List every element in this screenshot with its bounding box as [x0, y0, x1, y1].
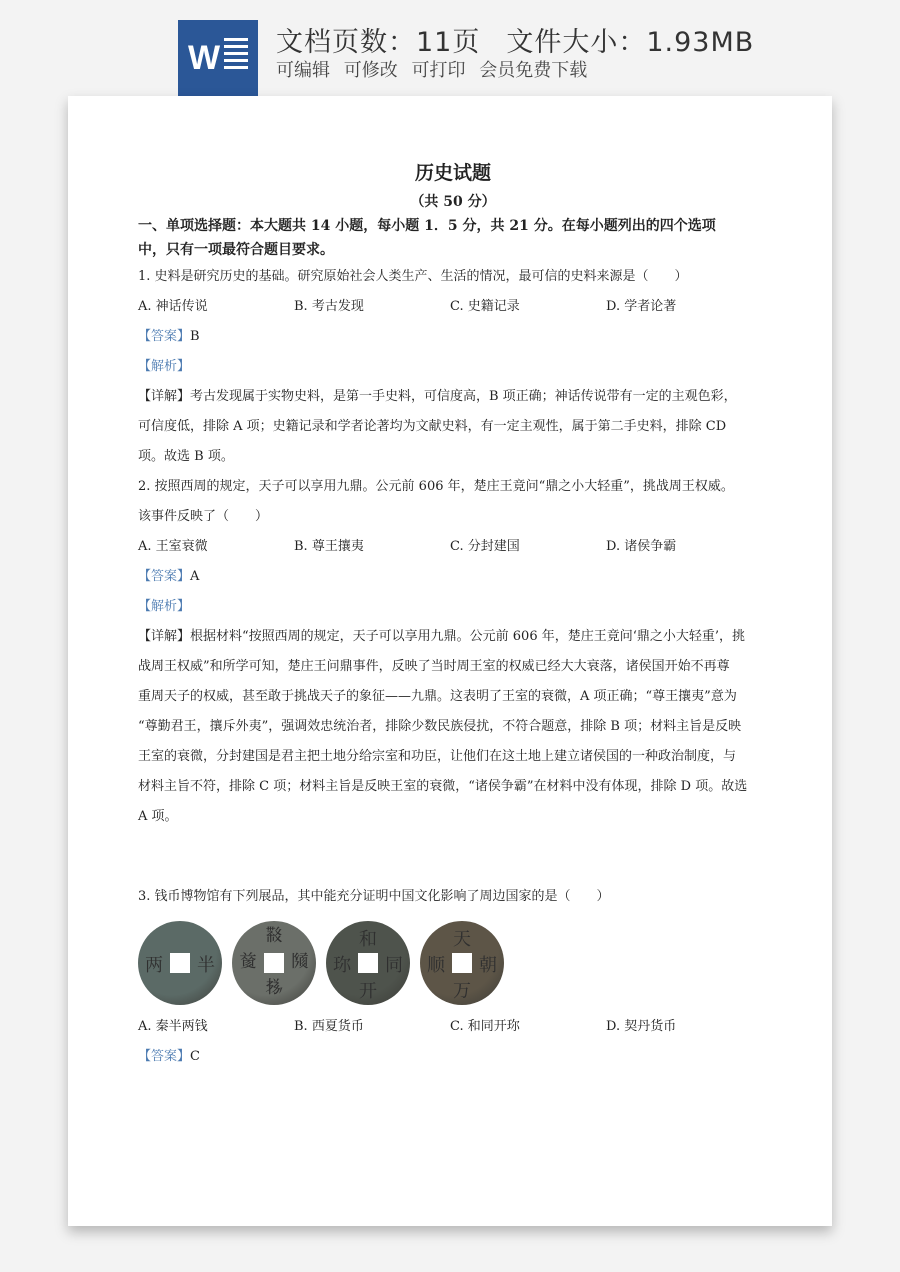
question-1-options — [138, 292, 768, 322]
question-2-options — [138, 532, 768, 562]
option-c: C. 分封建国 — [450, 539, 520, 554]
question-1-answer: 【答案】B — [138, 329, 200, 344]
option-c: C. 史籍记录 — [450, 299, 520, 314]
option-a: A. 王室衰微 — [138, 539, 208, 554]
question-2-stem: 2. 按照西周的规定，天子可以享用九鼎。公元前 606 年，楚庄王竟问“鼎之小大轻重”，挑战周王权威。 该事件反映了（ ） — [138, 479, 734, 524]
option-a: A. 神话传说 — [138, 299, 208, 314]
document-title: 历史试题 — [414, 162, 491, 184]
word-letter: W — [188, 39, 221, 77]
file-info — [276, 20, 754, 59]
coin-qin-banliang: 两 半 — [138, 921, 222, 1005]
question-1-detail: 【详解】考古发现属于实物史料，是第一手史料，可信度高，B 项正确；神话传说带有一定的主观色彩， 可信度低，排除 A 项；史籍记录和学者论著均为文献史料，有一定主观性，属于第二手史料，排除 CD 项。故选 B 项。 — [138, 389, 737, 464]
option-b: B. 西夏货币 — [294, 1019, 364, 1034]
coin-khitan: 天 朝 万 顺 — [420, 921, 504, 1005]
feature-free-download: 会员免费下载 — [479, 60, 588, 81]
option-d: D. 学者论著 — [606, 299, 677, 314]
question-1-analysis-tag: 【解析】 — [138, 359, 191, 374]
option-d: D. 契丹货币 — [606, 1019, 677, 1034]
question-2-detail: 【详解】根据材料“按照西周的规定，天子可以享用九鼎。公元前 606 年，楚庄王竟问‘鼎之小大轻重’，挑 战周王权威”和所学可知，楚庄王问鼎事件，反映了当时周王室的权威已经大大衰落，诸侯国开始不再尊 重周天子的权威，甚至敢于挑战天子的象征——九鼎。这表明了王室的衰微，A 项正确；“尊王攘夷”意为 “尊勤君王，攘斥外夷”，强调效忠统治者，排除少数民族侵扰，不符合题意，排除 B 项；材料主旨是反映 王室的衰微，分封建国是君主把土地分给宗室和功臣，让他们在这土地上建立诸侯国的一种政治制度，与 材料主旨不符，排除 C 项；材料主旨是反映王室的衰微，“诸侯争霸”在材料中没有体现，排除 D 项。故选 A 项。 — [138, 629, 748, 824]
document-subtitle: （共 50 分） — [410, 194, 496, 210]
word-icon-lines — [224, 38, 248, 73]
option-d: D. 诸侯争霸 — [606, 539, 677, 554]
page-count: 文档页数：11页 — [276, 27, 481, 58]
download-banner — [0, 0, 900, 96]
section-heading: 一、单项选择题：本大题共 14 小题，每小题 1．5 分，共 21 分。在每小题列出的四个选项 中，只有一项最符合题目要求。 — [138, 218, 716, 258]
coin-wado-kaichin: 和 同 开 珎 — [326, 921, 410, 1005]
feature-list — [276, 56, 595, 82]
option-b: B. 尊王攘夷 — [294, 539, 364, 554]
coin-xixia: 𘜶 𗒹 𗂧 𗈪 — [232, 921, 316, 1005]
option-a: A. 秦半两钱 — [138, 1019, 208, 1034]
question-3-options — [138, 1012, 768, 1042]
question-3-answer: 【答案】C — [138, 1049, 200, 1064]
question-1-stem: 1. 史料是研究历史的基础。研究原始社会人类生产、生活的情况，最可信的史料来源是（ ） — [138, 269, 688, 284]
option-b: B. 考古发现 — [294, 299, 364, 314]
feature-editable: 可编辑 — [276, 60, 330, 81]
document-content — [138, 156, 768, 1072]
question-3-stem: 3. 钱币博物馆有下列展品，其中能充分证明中国文化影响了周边国家的是（ ） — [138, 889, 610, 904]
feature-modifiable: 可修改 — [343, 60, 398, 81]
question-2-answer: 【答案】A — [138, 569, 200, 584]
feature-printable: 可打印 — [411, 60, 466, 81]
document-page — [68, 96, 832, 1226]
question-2-analysis-tag: 【解析】 — [138, 599, 191, 614]
option-c: C. 和同开珎 — [450, 1019, 520, 1034]
coin-images — [138, 918, 768, 1008]
word-document-icon — [178, 20, 258, 96]
file-size: 文件大小：1.93MB — [506, 27, 755, 58]
